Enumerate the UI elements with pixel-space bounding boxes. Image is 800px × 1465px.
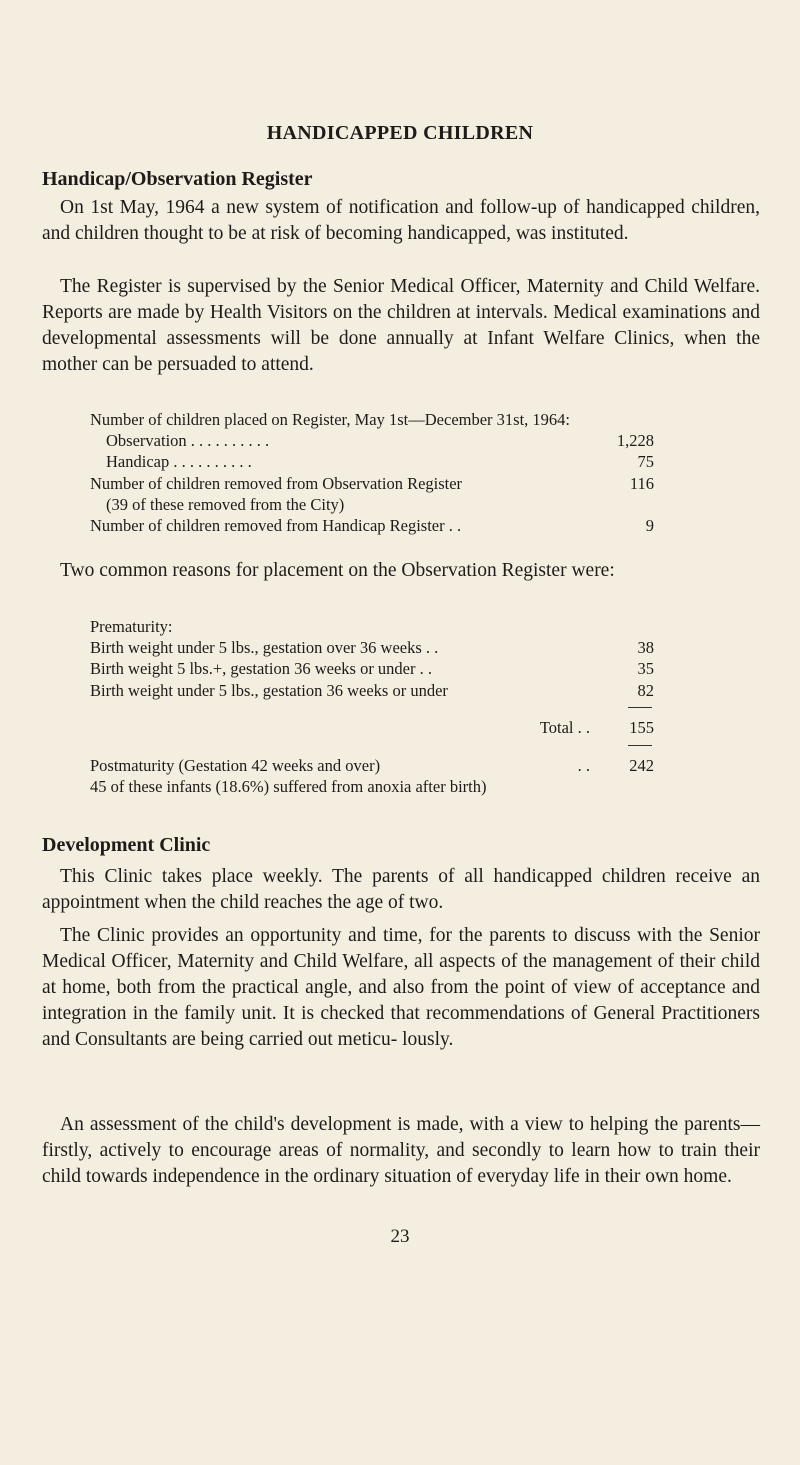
row-label: Handicap . . . . . . . . . . <box>106 452 252 472</box>
section-heading-register: Handicap/Observation Register <box>42 168 313 190</box>
rule-line <box>628 707 652 708</box>
register-header-text: Number of children placed on Register, May 1st—December 31st, 1964: <box>90 410 571 429</box>
row-value: 82 <box>637 680 654 700</box>
row-label: Observation . . . . . . . . . . <box>106 431 270 451</box>
divider <box>90 738 654 752</box>
table-row <box>90 658 654 679</box>
postmaturity-value: 242 <box>629 756 654 776</box>
paragraph-register-supervision: The Register is supervised by the Senior Medical Officer, Maternity and Child Welfare. Reports are made by Health Visitors on the children at intervals. Medical examinations and developmental assessments will be done annually at Infant Welfare Clinics, when the mother can be persuaded to attend. <box>42 276 760 375</box>
total-row <box>90 717 654 738</box>
anoxia-note-text: 45 of these infants (18.6%) suffered from anoxia after birth) <box>90 777 487 797</box>
row-label: Number of children removed from Observation Register <box>90 473 463 493</box>
table-row <box>90 451 654 472</box>
rule-line <box>628 745 652 746</box>
divider <box>90 701 654 715</box>
anoxia-note <box>90 776 654 797</box>
table-row <box>90 473 654 494</box>
prematurity-heading <box>90 616 654 637</box>
row-label: Birth weight under 5 lbs., gestation 36 weeks or under <box>90 680 448 700</box>
page-number: 23 <box>390 1226 410 1247</box>
register-table <box>90 409 762 536</box>
paragraph-clinic-weekly: This Clinic takes place weekly. The parents of all handicapped children receive an appointment when the child reaches the age of two. <box>42 866 760 913</box>
row-label: Number of children removed from Handicap Register . . <box>90 516 462 536</box>
row-value: 1,228 <box>616 431 654 451</box>
table-row <box>90 637 654 658</box>
row-label: (39 of these removed from the City) <box>106 494 345 514</box>
row-value: 116 <box>629 473 654 493</box>
postmaturity-row <box>90 755 654 776</box>
row-value: 38 <box>637 638 654 658</box>
postmaturity-label: Postmaturity (Gestation 42 weeks and over) <box>90 756 381 776</box>
total-label: Total . . <box>539 717 590 737</box>
row-value: 35 <box>637 659 654 679</box>
row-label: Birth weight under 5 lbs., gestation over 36 weeks . . <box>90 638 439 658</box>
paragraph-clinic-provides: The Clinic provides an opportunity and time, for the parents to discuss with the Senior Medical Officer, Maternity and Child Welfare, all aspects of the management of their child at home, both from the practical angle, and also from the point of view of acceptance and integration in the family unit. It is checked that recommendations of General Practitioners and Consultants are being carried out meticu- lously. <box>42 925 760 1050</box>
paragraph-assessment: An assessment of the child's development is made, with a view to helping the parents—firstly, actively to encourage areas of normality, and secondly to learn how to train their child towards independence in the ordinary situation of everyday life in their own home. <box>42 1114 760 1187</box>
reasons-table <box>90 616 654 797</box>
table-row <box>90 430 654 451</box>
row-value: 75 <box>637 452 654 472</box>
row-label: Birth weight 5 lbs.+, gestation 36 weeks or under . . <box>90 659 433 679</box>
postmaturity-dots: . . <box>577 756 590 776</box>
paragraph-reasons-intro: Two common reasons for placement on the Observation Register were: <box>60 560 615 581</box>
total-value: 155 <box>629 717 654 737</box>
row-value: 9 <box>645 516 654 536</box>
paragraph-intro: On 1st May, 1964 a new system of notification and follow-up of handicapped children, and children thought to be at risk of becoming handicapped, was instituted. <box>42 197 760 244</box>
section-heading-development-clinic: Development Clinic <box>42 834 211 856</box>
table-row <box>90 494 654 515</box>
page-title: HANDICAPPED CHILDREN <box>266 122 534 144</box>
row-value <box>614 494 654 515</box>
table-row <box>90 515 654 536</box>
table-row <box>90 680 654 701</box>
register-table-header <box>90 409 762 430</box>
prematurity-label: Prematurity: <box>90 617 173 636</box>
